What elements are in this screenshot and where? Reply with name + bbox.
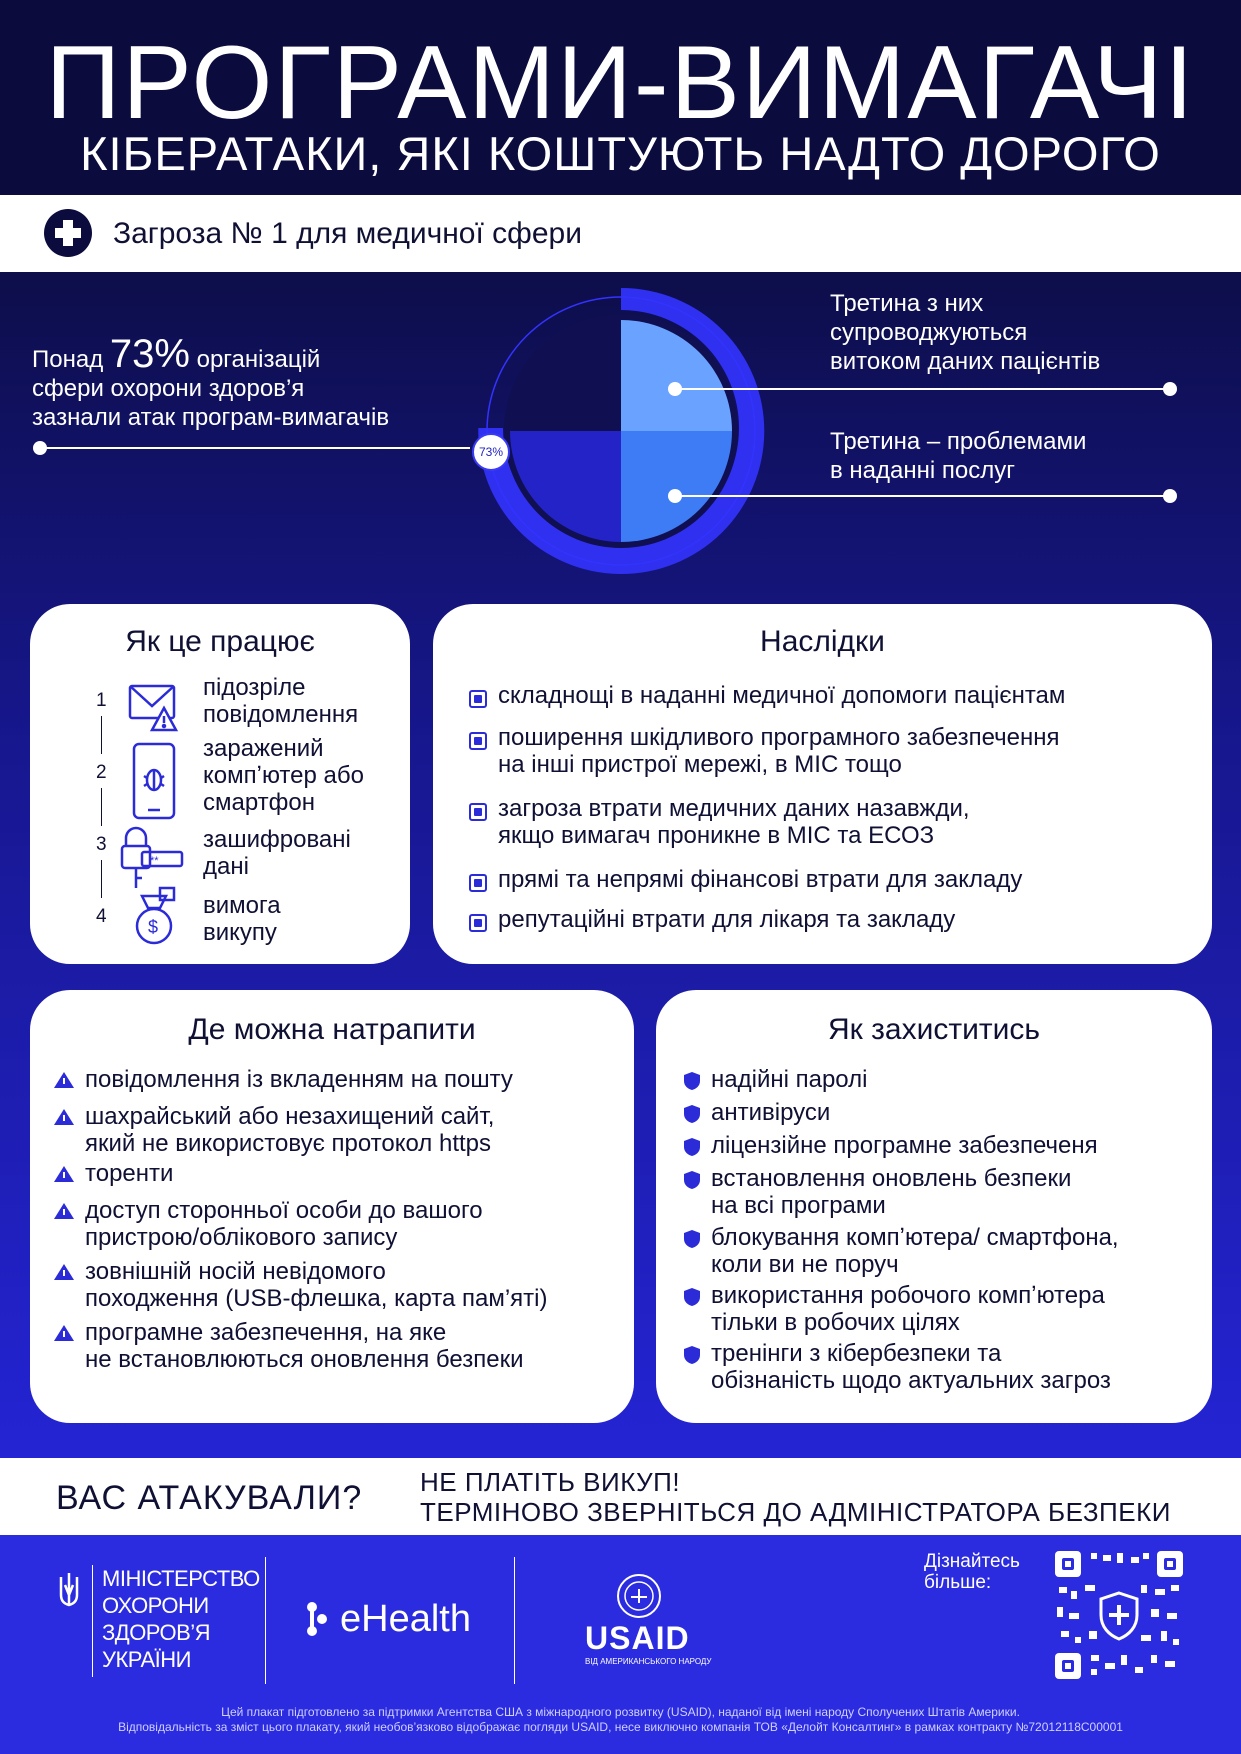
step-2-line3: смартфон xyxy=(203,789,316,816)
ehealth-logo: eHealth xyxy=(340,1598,471,1640)
money-bag-icon xyxy=(137,888,174,943)
where-item xyxy=(85,1258,548,1312)
protect-line: надійні паролі xyxy=(711,1066,868,1093)
shield-check-icon xyxy=(684,1288,700,1306)
consequence-line: прямі та непрямі фінансові втрати для закладу xyxy=(498,866,1023,893)
learn-more-line2: більше: xyxy=(924,1572,992,1593)
page-subtitle: КІБЕРАТАКИ, ЯКІ КОШТУЮТЬ НАДТО ДОРОГО xyxy=(80,127,1161,180)
svg-text:**: ** xyxy=(150,855,159,867)
step-1-line2: повідомлення xyxy=(203,701,359,728)
ministry-logo xyxy=(102,1565,260,1673)
stat-left-percent: 73% xyxy=(109,332,190,376)
learn-more xyxy=(924,1551,1020,1593)
consequence-item xyxy=(498,724,1059,778)
where-line: доступ сторонньої особи до вашого xyxy=(85,1197,483,1224)
shield-bullets xyxy=(682,1070,702,1400)
right-pointer-end-1 xyxy=(1163,382,1177,396)
threat-bar xyxy=(0,195,1241,272)
ministry-line: ЗДОРОВ’Я xyxy=(102,1620,211,1645)
protect-line: блокування компʼютера/ смартфона, xyxy=(711,1224,1119,1251)
ministry-line: МІНІСТЕРСТВО xyxy=(102,1566,260,1591)
svg-text:$: $ xyxy=(148,917,159,937)
stat-right-1-line2: супроводжуються xyxy=(830,319,1028,346)
where-title: Де можна натрапити xyxy=(188,1013,476,1046)
protect-line: коли ви не поруч xyxy=(711,1251,899,1278)
stat-right-2-line2: в наданні послуг xyxy=(830,457,1015,484)
call-line-2: ТЕРМІНОВО ЗВЕРНІТЬСЯ ДО АДМІНІСТРАТОРА БЕЗПЕКИ xyxy=(420,1497,1171,1527)
consequence-line: поширення шкідливого програмного забезпечення xyxy=(498,724,1060,751)
consequence-item xyxy=(498,866,1022,893)
protect-line: обізнаність щодо актуальних загроз xyxy=(711,1367,1111,1394)
disclaimer-line-1: Цей плакат підготовлено за підтримки Агентства США з міжнародного розвитку (USAID), наданої від імені народу Сполучених Штатів Америки. xyxy=(221,1705,1020,1719)
consequences-title: Наслідки xyxy=(760,625,885,658)
step-number: 1 xyxy=(96,690,107,711)
where-line: програмне забезпечення, на яке xyxy=(85,1319,447,1346)
divider xyxy=(92,1565,93,1677)
consequence-item xyxy=(498,795,970,849)
where-item xyxy=(85,1319,523,1373)
where-line: торенти xyxy=(85,1160,174,1187)
where-card xyxy=(30,990,634,1423)
protect-item xyxy=(711,1132,1098,1159)
call-line-1: НЕ ПЛАТІТЬ ВИКУП! xyxy=(420,1467,681,1497)
step-text xyxy=(203,735,364,816)
phone-bug-icon xyxy=(134,744,174,818)
usaid-tagline: ВІД АМЕРИКАНСЬКОГО НАРОДУ xyxy=(585,1657,712,1666)
step-icons xyxy=(96,674,186,954)
footer xyxy=(0,1535,1241,1754)
right-pointer-end-2 xyxy=(1163,489,1177,503)
where-line: який не використовує протокол https xyxy=(85,1130,492,1157)
step-3-line1: зашифровані xyxy=(203,826,351,853)
protect-line: тренінги з кібербезпеки та xyxy=(711,1340,1002,1367)
step-2-line2: компʼютер або xyxy=(203,762,364,789)
divider xyxy=(265,1557,266,1684)
stat-left-rest: організацій xyxy=(196,346,321,373)
step-4-line1: вимога xyxy=(203,892,281,919)
stat-right-1-line3: витоком даних пацієнтів xyxy=(830,348,1101,375)
stat-left-line2: сфери охорони здоров’я xyxy=(32,375,305,402)
stat-right-1 xyxy=(830,289,1100,376)
step-1-line1: підозріле xyxy=(203,674,306,701)
shield-check-icon xyxy=(684,1138,700,1156)
warning-bullets xyxy=(52,1070,76,1370)
stat-left-prefix: Понад xyxy=(32,346,104,373)
envelope-warning-icon xyxy=(130,686,176,730)
call-instructions xyxy=(420,1467,1171,1527)
header xyxy=(0,0,1241,195)
shield-check-icon xyxy=(684,1346,700,1364)
where-item xyxy=(85,1103,494,1157)
consequence-line: загроза втрати медичних даних назавжди, xyxy=(498,795,970,822)
disclaimer-line-2: Відповідальність за зміст цього плакату, який необов’язково відображає погляди USAID, несе виключно компанія ТОВ «Делойт Консалтинг» в рамках контракту №72012118C00001 xyxy=(118,1720,1123,1734)
where-line: походження (USB-флешка, карта пам’яті) xyxy=(85,1285,548,1312)
qr-code-icon[interactable] xyxy=(1055,1551,1183,1679)
protect-item xyxy=(711,1224,1119,1278)
consequences-card xyxy=(433,604,1212,964)
left-pointer-dot xyxy=(33,441,47,455)
protect-line: використання робочого компʼютера xyxy=(711,1282,1105,1309)
where-line: зовнішній носій невідомого xyxy=(85,1258,386,1285)
where-line: не встановлюються оновлення безпеки xyxy=(85,1346,524,1373)
step-text xyxy=(203,674,358,728)
consequence-line: якщо вимагач проникне в МІС та ЕСОЗ xyxy=(498,822,935,849)
protect-line: на всі програми xyxy=(711,1192,886,1219)
percent-badge: 73% xyxy=(472,433,510,471)
medical-cross-icon xyxy=(44,209,92,257)
stat-right-2 xyxy=(830,427,1086,485)
where-item xyxy=(85,1066,513,1093)
square-bullet-icon xyxy=(469,803,487,821)
divider xyxy=(514,1557,515,1684)
trident-icon xyxy=(56,1571,82,1611)
where-item xyxy=(85,1197,483,1251)
lock-key-icon xyxy=(122,828,182,888)
stat-right-2-line1: Третина – проблемами xyxy=(830,428,1087,455)
step-text xyxy=(203,826,351,880)
step-4-line2: викупу xyxy=(203,919,277,946)
usaid-seal-icon xyxy=(614,1573,664,1619)
shield-check-icon xyxy=(684,1171,700,1189)
square-bullet-icon xyxy=(469,690,487,708)
step-number: 2 xyxy=(96,762,107,783)
step-2-line1: заражений xyxy=(203,735,324,762)
right-pointer-dot-2 xyxy=(668,489,682,503)
ministry-line: ОХОРОНИ xyxy=(102,1593,209,1618)
protect-line: ліцензійне програмне забезпеченя xyxy=(711,1132,1098,1159)
call-to-action xyxy=(0,1458,1241,1535)
square-bullet-icon xyxy=(469,914,487,932)
square-bullet-icon xyxy=(469,732,487,750)
where-item xyxy=(85,1160,173,1187)
where-line: шахрайський або незахищений сайт, xyxy=(85,1103,495,1130)
protect-item xyxy=(711,1099,830,1126)
shield-check-icon xyxy=(684,1072,700,1090)
stat-right-1-line1: Третина з них xyxy=(830,290,984,317)
step-text xyxy=(203,892,281,946)
protect-line: встановлення оновлень безпеки xyxy=(711,1165,1072,1192)
ministry-line: УКРАЇНИ xyxy=(102,1647,191,1672)
shield-check-icon xyxy=(684,1105,700,1123)
protect-card xyxy=(656,990,1212,1423)
where-line: пристрою/облікового запису xyxy=(85,1224,398,1251)
threat-label: Загроза № 1 для медичної сфери xyxy=(113,217,582,250)
square-bullet-icon xyxy=(469,874,487,892)
consequence-line: репутаційні втрати для лікаря та закладу xyxy=(498,906,956,933)
how-it-works-card xyxy=(30,604,410,964)
shield-check-icon xyxy=(684,1230,700,1248)
where-line: повідомлення із вкладенням на пошту xyxy=(85,1066,513,1093)
how-title: Як це працює xyxy=(125,625,315,658)
consequence-item xyxy=(498,906,955,933)
step-number: 3 xyxy=(96,834,107,855)
stat-left-line3: зазнали атак програм-вимагачів xyxy=(32,404,390,431)
stat-left xyxy=(32,332,390,432)
step-number: 4 xyxy=(96,906,107,927)
ehealth-logo-icon xyxy=(302,1599,332,1639)
protect-line: антивіруси xyxy=(711,1099,831,1126)
attacked-question: ВАС АТАКУВАЛИ? xyxy=(56,1479,363,1517)
consequence-item xyxy=(498,682,1065,709)
protect-item xyxy=(711,1340,1111,1394)
protect-title: Як захиститись xyxy=(828,1013,1040,1046)
protect-item xyxy=(711,1066,867,1093)
protect-item xyxy=(711,1165,1071,1219)
usaid-logo: USAID xyxy=(585,1620,690,1656)
learn-more-line1: Дізнайтесь xyxy=(924,1551,1020,1572)
right-pointer-dot-1 xyxy=(668,382,682,396)
step-3-line2: дані xyxy=(203,853,249,880)
protect-item xyxy=(711,1282,1105,1336)
consequence-line: складнощі в наданні медичної допомоги пацієнтам xyxy=(498,682,1066,709)
consequence-line: на інші пристрої мережі, в МІС тощо xyxy=(498,751,902,778)
protect-line: тільки в робочих цілях xyxy=(711,1309,960,1336)
page-title: ПРОГРАМИ-ВИМАГАЧІ xyxy=(45,25,1196,141)
